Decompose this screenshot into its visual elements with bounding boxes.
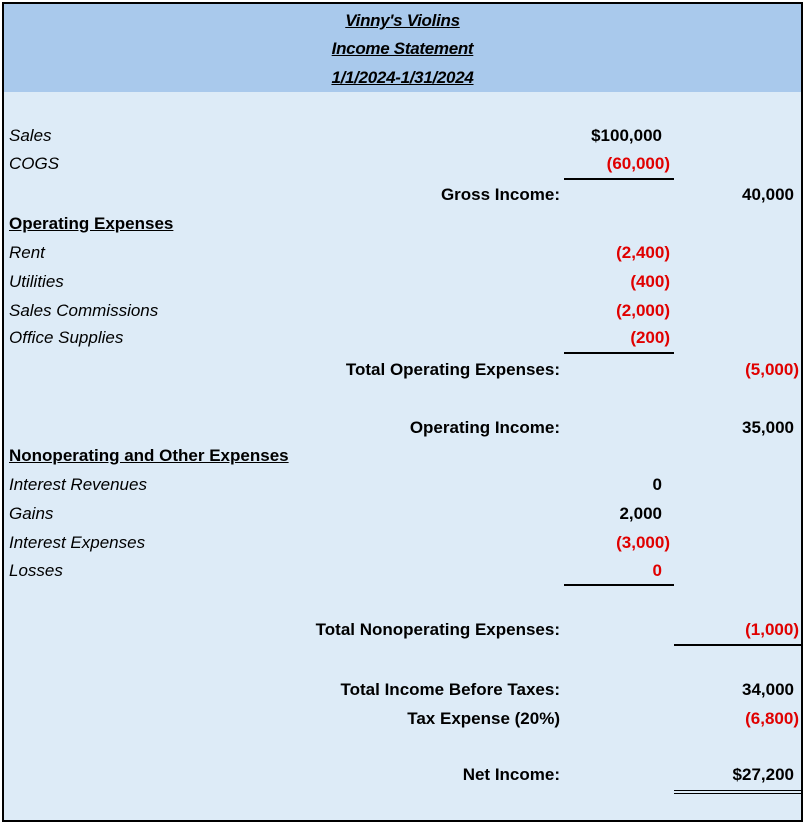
operating-item-label: Sales Commissions [9,301,159,320]
sales-label: Sales [9,126,52,145]
nonoperating-item-row [4,560,801,582]
operating-item-value: (200) [630,328,670,347]
nonoperating-item-value: (3,000) [616,533,670,552]
nonoperating-item-label: Interest Expenses [9,533,146,552]
income-before-taxes-value: 34,000 [742,680,794,699]
subtotal-rule [564,584,674,586]
nonoperating-item-value: 0 [652,475,662,494]
operating-expenses-heading: Operating Expenses [9,214,174,233]
operating-item-value: (400) [630,272,670,291]
operating-income-label: Operating Income: [409,418,560,437]
operating-item-row [4,242,801,264]
operating-item-label: Office Supplies [9,328,124,347]
double-underline-rule [674,790,801,794]
nonoperating-item-label: Gains [9,504,54,523]
tax-expense-value: (6,800) [745,709,799,728]
nonoperating-heading-row [4,445,801,467]
operating-item-row [4,271,801,293]
statement-title: Income Statement [331,39,474,58]
subtotal-rule [564,352,674,354]
operating-income-value: 35,000 [742,418,794,437]
tax-expense-label: Tax Expense (20%) [407,709,560,728]
operating-item-value: (2,400) [616,243,670,262]
operating-item-row [4,327,801,349]
nonoperating-item-value: 0 [652,561,662,580]
gross-income-value: 40,000 [742,185,794,204]
nonoperating-item-label: Interest Revenues [9,475,147,494]
total-operating-row [4,359,801,381]
cogs-value: (60,000) [606,154,670,173]
operating-item-label: Rent [9,243,45,262]
gross-income-row [4,184,801,206]
income-before-taxes-row [4,679,801,701]
net-income-row [4,764,801,786]
net-income-value: $27,200 [732,765,794,784]
total-nonoperating-label: Total Nonoperating Expenses: [315,620,560,639]
tax-expense-row [4,708,801,730]
nonoperating-item-label: Losses [9,561,63,580]
nonoperating-item-row [4,503,801,525]
statement-period: 1/1/2024-1/31/2024 [331,68,474,87]
cogs-label: COGS [9,154,60,173]
nonoperating-item-row [4,532,801,554]
operating-item-label: Utilities [9,272,64,291]
total-operating-label: Total Operating Expenses: [345,360,560,379]
statement-header [4,4,801,92]
operating-item-row [4,300,801,322]
income-statement-sheet [2,2,803,822]
total-rule [674,644,801,646]
sales-row [4,125,801,147]
gross-income-label: Gross Income: [440,185,560,204]
cogs-row [4,153,801,175]
operating-heading-row [4,213,801,235]
total-nonoperating-row [4,619,801,641]
income-before-taxes-label: Total Income Before Taxes: [340,680,560,699]
total-nonoperating-value: (1,000) [745,620,799,639]
operating-item-value: (2,000) [616,301,670,320]
net-income-label: Net Income: [462,765,560,784]
nonoperating-item-row [4,474,801,496]
nonoperating-item-value: 2,000 [619,504,662,523]
company-name: Vinny's Violins [345,11,460,30]
sales-value: $100,000 [591,126,662,145]
operating-income-row [4,417,801,439]
subtotal-rule [564,178,674,180]
nonoperating-heading: Nonoperating and Other Expenses [9,446,289,465]
total-operating-value: (5,000) [745,360,799,379]
